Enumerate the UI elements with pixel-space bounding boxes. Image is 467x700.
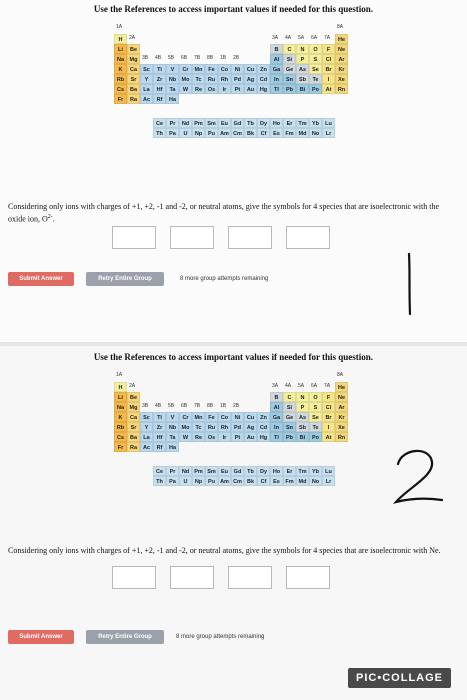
element-yb[interactable]: Yb <box>309 466 322 476</box>
element-cs[interactable]: Cs <box>114 432 127 442</box>
element-ha[interactable]: Ha <box>166 442 179 452</box>
element-co[interactable]: Co <box>218 412 231 422</box>
element-ra[interactable]: Ra <box>127 94 140 104</box>
element-os[interactable]: Os <box>205 432 218 442</box>
element-mn[interactable]: Mn <box>192 412 205 422</box>
group-label: 7A <box>324 35 331 41</box>
group-label: 3B <box>142 55 149 61</box>
element-k[interactable]: K <box>114 64 127 74</box>
element-sc[interactable]: Sc <box>140 64 153 74</box>
element-ne[interactable]: Ne <box>335 392 348 402</box>
references-header: Use the References to access important values if needed for this question. <box>93 352 374 362</box>
element-fe[interactable]: Fe <box>205 412 218 422</box>
element-cd[interactable]: Cd <box>257 74 270 84</box>
group-label: 2A <box>129 35 136 41</box>
element-at[interactable]: At <box>322 84 335 94</box>
group-label: 4B <box>155 55 162 61</box>
element-ge[interactable]: Ge <box>283 64 296 74</box>
element-rn[interactable]: Rn <box>335 84 348 94</box>
element-sm[interactable]: Sm <box>205 118 218 128</box>
element-v[interactable]: V <box>166 412 179 422</box>
element-cm[interactable]: Cm <box>231 128 244 138</box>
element-nd[interactable]: Nd <box>179 466 192 476</box>
element-pb[interactable]: Pb <box>283 432 296 442</box>
element-p[interactable]: P <box>296 402 309 412</box>
element-sb[interactable]: Sb <box>296 74 309 84</box>
element-i[interactable]: I <box>322 422 335 432</box>
element-w[interactable]: W <box>179 84 192 94</box>
group-label: 1B <box>220 55 227 61</box>
element-fe[interactable]: Fe <box>205 64 218 74</box>
element-c[interactable]: C <box>283 44 296 54</box>
element-ac[interactable]: Ac <box>140 442 153 452</box>
element-es[interactable]: Es <box>270 476 283 486</box>
pic-collage-watermark: PIC•COLLAGE <box>348 668 451 688</box>
element-bi[interactable]: Bi <box>296 432 309 442</box>
element-cu[interactable]: Cu <box>244 412 257 422</box>
element-ac[interactable]: Ac <box>140 94 153 104</box>
element-cl[interactable]: Cl <box>322 54 335 64</box>
element-rf[interactable]: Rf <box>153 442 166 452</box>
element-y[interactable]: Y <box>140 422 153 432</box>
element-au[interactable]: Au <box>244 432 257 442</box>
element-ar[interactable]: Ar <box>335 402 348 412</box>
element-k[interactable]: K <box>114 412 127 422</box>
element-li[interactable]: Li <box>114 44 127 54</box>
element-er[interactable]: Er <box>283 466 296 476</box>
element-nb[interactable]: Nb <box>166 422 179 432</box>
element-ru[interactable]: Ru <box>205 422 218 432</box>
element-ar[interactable]: Ar <box>335 54 348 64</box>
element-s[interactable]: S <box>309 54 322 64</box>
element-ga[interactable]: Ga <box>270 412 283 422</box>
element-ag[interactable]: Ag <box>244 74 257 84</box>
group-label: 8A <box>337 372 344 378</box>
element-cu[interactable]: Cu <box>244 64 257 74</box>
element-ra[interactable]: Ra <box>127 442 140 452</box>
answer-input-3[interactable] <box>228 226 272 249</box>
element-rn[interactable]: Rn <box>335 432 348 442</box>
answer-input-4[interactable] <box>286 226 330 249</box>
element-ti[interactable]: Ti <box>153 412 166 422</box>
element-cm[interactable]: Cm <box>231 476 244 486</box>
element-md[interactable]: Md <box>296 128 309 138</box>
attempts-remaining: 8 more group attempts remaining <box>176 634 265 640</box>
element-se[interactable]: Se <box>309 64 322 74</box>
element-pr[interactable]: Pr <box>166 466 179 476</box>
element-he[interactable]: He <box>335 382 348 392</box>
element-te[interactable]: Te <box>309 422 322 432</box>
element-ru[interactable]: Ru <box>205 74 218 84</box>
element-pd[interactable]: Pd <box>231 422 244 432</box>
element-th[interactable]: Th <box>153 476 166 486</box>
element-rf[interactable]: Rf <box>153 94 166 104</box>
element-tm[interactable]: Tm <box>296 118 309 128</box>
element-co[interactable]: Co <box>218 64 231 74</box>
element-ag[interactable]: Ag <box>244 422 257 432</box>
element-os[interactable]: Os <box>205 84 218 94</box>
group-label: 2A <box>129 383 136 389</box>
element-hf[interactable]: Hf <box>153 84 166 94</box>
element-nd[interactable]: Nd <box>179 118 192 128</box>
element-rh[interactable]: Rh <box>218 74 231 84</box>
question-sup: 2- <box>47 214 53 220</box>
element-sr[interactable]: Sr <box>127 422 140 432</box>
element-v[interactable]: V <box>166 64 179 74</box>
element-re[interactable]: Re <box>192 432 205 442</box>
group-label: 1A <box>116 372 123 378</box>
answer-input-3[interactable] <box>228 566 272 589</box>
element-c[interactable]: C <box>283 392 296 402</box>
element-in[interactable]: In <box>270 422 283 432</box>
element-ne[interactable]: Ne <box>335 44 348 54</box>
group-label: 6B <box>181 403 188 409</box>
element-u[interactable]: U <box>179 476 192 486</box>
element-ce[interactable]: Ce <box>153 118 166 128</box>
element-bk[interactable]: Bk <box>244 476 257 486</box>
group-label: 4A <box>285 383 292 389</box>
element-mn[interactable]: Mn <box>192 64 205 74</box>
group-label: 1A <box>116 24 123 30</box>
element-hg[interactable]: Hg <box>257 84 270 94</box>
element-cr[interactable]: Cr <box>179 64 192 74</box>
element-br[interactable]: Br <box>322 64 335 74</box>
element-w[interactable]: W <box>179 432 192 442</box>
element-u[interactable]: U <box>179 128 192 138</box>
element-ge[interactable]: Ge <box>283 412 296 422</box>
element-se[interactable]: Se <box>309 412 322 422</box>
element-hf[interactable]: Hf <box>153 432 166 442</box>
element-re[interactable]: Re <box>192 84 205 94</box>
element-kr[interactable]: Kr <box>335 412 348 422</box>
element-br[interactable]: Br <box>322 412 335 422</box>
element-np[interactable]: Np <box>192 476 205 486</box>
element-mo[interactable]: Mo <box>179 422 192 432</box>
element-xe[interactable]: Xe <box>335 422 348 432</box>
element-ba[interactable]: Ba <box>127 432 140 442</box>
answer-input-2[interactable] <box>170 226 214 249</box>
element-li[interactable]: Li <box>114 392 127 402</box>
element-b[interactable]: B <box>270 392 283 402</box>
element-zn[interactable]: Zn <box>257 412 270 422</box>
periodic-table[interactable] <box>112 370 352 540</box>
element-p[interactable]: P <box>296 54 309 64</box>
element-zr[interactable]: Zr <box>153 74 166 84</box>
element-la[interactable]: La <box>140 432 153 442</box>
element-te[interactable]: Te <box>309 74 322 84</box>
element-fr[interactable]: Fr <box>114 94 127 104</box>
group-label: 3B <box>142 403 149 409</box>
retry-group-button[interactable]: Retry Entire Group <box>86 630 164 644</box>
element-eu[interactable]: Eu <box>218 466 231 476</box>
element-er[interactable]: Er <box>283 118 296 128</box>
handwritten-one-mark <box>395 250 425 320</box>
element-ga[interactable]: Ga <box>270 64 283 74</box>
element-pd[interactable]: Pd <box>231 74 244 84</box>
element-ho[interactable]: Ho <box>270 466 283 476</box>
element-cs[interactable]: Cs <box>114 84 127 94</box>
element-dy[interactable]: Dy <box>257 466 270 476</box>
group-label: 8B <box>207 403 214 409</box>
element-dy[interactable]: Dy <box>257 118 270 128</box>
answer-input-2[interactable] <box>170 566 214 589</box>
element-zr[interactable]: Zr <box>153 422 166 432</box>
element-ho[interactable]: Ho <box>270 118 283 128</box>
element-pt[interactable]: Pt <box>231 432 244 442</box>
element-sb[interactable]: Sb <box>296 422 309 432</box>
group-label: 7B <box>194 55 201 61</box>
element-mo[interactable]: Mo <box>179 74 192 84</box>
element-na[interactable]: Na <box>114 402 127 412</box>
element-no[interactable]: No <box>309 128 322 138</box>
group-label: 5A <box>298 35 305 41</box>
element-mg[interactable]: Mg <box>127 402 140 412</box>
group-label: 8B <box>207 55 214 61</box>
question-panel-2 <box>0 346 467 700</box>
element-be[interactable]: Be <box>127 392 140 402</box>
element-rb[interactable]: Rb <box>114 422 127 432</box>
element-es[interactable]: Es <box>270 128 283 138</box>
element-sr[interactable]: Sr <box>127 74 140 84</box>
answer-input-1[interactable] <box>112 566 156 589</box>
element-gd[interactable]: Gd <box>231 118 244 128</box>
element-pm[interactable]: Pm <box>192 118 205 128</box>
element-sn[interactable]: Sn <box>283 422 296 432</box>
group-label: 2B <box>233 403 240 409</box>
group-label: 1B <box>220 403 227 409</box>
question-suffix: . <box>52 214 55 224</box>
element-al[interactable]: Al <box>270 402 283 412</box>
element-am[interactable]: Am <box>218 476 231 486</box>
element-h[interactable]: H <box>114 34 127 44</box>
element-no[interactable]: No <box>309 476 322 486</box>
group-label: 5A <box>298 383 305 389</box>
element-pb[interactable]: Pb <box>283 84 296 94</box>
element-zn[interactable]: Zn <box>257 64 270 74</box>
periodic-table[interactable] <box>112 22 352 192</box>
element-as[interactable]: As <box>296 412 309 422</box>
element-in[interactable]: In <box>270 74 283 84</box>
element-cf[interactable]: Cf <box>257 476 270 486</box>
element-pr[interactable]: Pr <box>166 118 179 128</box>
element-be[interactable]: Be <box>127 44 140 54</box>
group-label: 7A <box>324 383 331 389</box>
element-b[interactable]: B <box>270 44 283 54</box>
element-sn[interactable]: Sn <box>283 74 296 84</box>
element-cl[interactable]: Cl <box>322 402 335 412</box>
element-as[interactable]: As <box>296 64 309 74</box>
group-label: 3A <box>272 383 279 389</box>
element-am[interactable]: Am <box>218 128 231 138</box>
element-th[interactable]: Th <box>153 128 166 138</box>
question-prefix: Considering only ions with charges of +1, +2, -1 and -2, or neutral atoms, give the symbols for 4 species that are isoelectronic with Ne. <box>8 546 441 555</box>
element-cf[interactable]: Cf <box>257 128 270 138</box>
element-fm[interactable]: Fm <box>283 476 296 486</box>
element-pa[interactable]: Pa <box>166 128 179 138</box>
element-h[interactable]: H <box>114 382 127 392</box>
answer-input-4[interactable] <box>286 566 330 589</box>
element-cr[interactable]: Cr <box>179 412 192 422</box>
element-bi[interactable]: Bi <box>296 84 309 94</box>
answer-input-1[interactable] <box>112 226 156 249</box>
group-label: 3A <box>272 35 279 41</box>
element-ni[interactable]: Ni <box>231 412 244 422</box>
element-hg[interactable]: Hg <box>257 432 270 442</box>
element-ti[interactable]: Ti <box>153 64 166 74</box>
element-ca[interactable]: Ca <box>127 64 140 74</box>
element-md[interactable]: Md <box>296 476 309 486</box>
element-na[interactable]: Na <box>114 54 127 64</box>
submit-answer-button[interactable]: Submit Answer <box>8 630 74 644</box>
element-ca[interactable]: Ca <box>127 412 140 422</box>
question-text <box>8 546 458 556</box>
element-bk[interactable]: Bk <box>244 128 257 138</box>
element-pt[interactable]: Pt <box>231 84 244 94</box>
element-po[interactable]: Po <box>309 432 322 442</box>
element-o[interactable]: O <box>309 44 322 54</box>
handwritten-two-mark <box>388 442 448 512</box>
submit-answer-button[interactable]: Submit Answer <box>8 272 74 286</box>
element-ha[interactable]: Ha <box>166 94 179 104</box>
group-label: 8A <box>337 24 344 30</box>
element-tc[interactable]: Tc <box>192 422 205 432</box>
element-cd[interactable]: Cd <box>257 422 270 432</box>
element-ta[interactable]: Ta <box>166 432 179 442</box>
element-xe[interactable]: Xe <box>335 74 348 84</box>
element-rb[interactable]: Rb <box>114 74 127 84</box>
element-gd[interactable]: Gd <box>231 466 244 476</box>
element-si[interactable]: Si <box>283 402 296 412</box>
element-pa[interactable]: Pa <box>166 476 179 486</box>
group-label: 5B <box>168 55 175 61</box>
element-tc[interactable]: Tc <box>192 74 205 84</box>
group-label: 4B <box>155 403 162 409</box>
element-ir[interactable]: Ir <box>218 84 231 94</box>
element-au[interactable]: Au <box>244 84 257 94</box>
element-nb[interactable]: Nb <box>166 74 179 84</box>
element-f[interactable]: F <box>322 44 335 54</box>
element-y[interactable]: Y <box>140 74 153 84</box>
group-label: 6B <box>181 55 188 61</box>
element-ta[interactable]: Ta <box>166 84 179 94</box>
group-label: 5B <box>168 403 175 409</box>
element-tl[interactable]: Tl <box>270 84 283 94</box>
element-lu[interactable]: Lu <box>322 118 335 128</box>
element-la[interactable]: La <box>140 84 153 94</box>
element-tb[interactable]: Tb <box>244 118 257 128</box>
question-panel-1 <box>0 0 467 342</box>
element-s[interactable]: S <box>309 402 322 412</box>
retry-group-button[interactable]: Retry Entire Group <box>86 272 164 286</box>
group-label: 6A <box>311 383 318 389</box>
element-yb[interactable]: Yb <box>309 118 322 128</box>
element-he[interactable]: He <box>335 34 348 44</box>
element-lr[interactable]: Lr <box>322 476 335 486</box>
element-ba[interactable]: Ba <box>127 84 140 94</box>
element-f[interactable]: F <box>322 392 335 402</box>
group-label: 6A <box>311 35 318 41</box>
references-header: Use the References to access important values if needed for this question. <box>93 4 374 14</box>
element-lr[interactable]: Lr <box>322 128 335 138</box>
element-pm[interactable]: Pm <box>192 466 205 476</box>
element-ce[interactable]: Ce <box>153 466 166 476</box>
question-prefix: Considering only ions with charges of +1, +2, -1 and -2, or neutral atoms, give the symbols for 4 species that are isoelectronic with the oxide ion, O <box>8 202 440 224</box>
group-label: 4A <box>285 35 292 41</box>
element-np[interactable]: Np <box>192 128 205 138</box>
element-ni[interactable]: Ni <box>231 64 244 74</box>
element-mg[interactable]: Mg <box>127 54 140 64</box>
element-po[interactable]: Po <box>309 84 322 94</box>
element-kr[interactable]: Kr <box>335 64 348 74</box>
element-eu[interactable]: Eu <box>218 118 231 128</box>
element-at[interactable]: At <box>322 432 335 442</box>
element-n[interactable]: N <box>296 44 309 54</box>
element-sc[interactable]: Sc <box>140 412 153 422</box>
element-o[interactable]: O <box>309 392 322 402</box>
element-sm[interactable]: Sm <box>205 466 218 476</box>
group-label: 2B <box>233 55 240 61</box>
element-tm[interactable]: Tm <box>296 466 309 476</box>
element-fr[interactable]: Fr <box>114 442 127 452</box>
element-tb[interactable]: Tb <box>244 466 257 476</box>
element-fm[interactable]: Fm <box>283 128 296 138</box>
element-pu[interactable]: Pu <box>205 128 218 138</box>
element-pu[interactable]: Pu <box>205 476 218 486</box>
element-i[interactable]: I <box>322 74 335 84</box>
element-lu[interactable]: Lu <box>322 466 335 476</box>
element-ir[interactable]: Ir <box>218 432 231 442</box>
question-text <box>8 202 458 225</box>
element-rh[interactable]: Rh <box>218 422 231 432</box>
element-tl[interactable]: Tl <box>270 432 283 442</box>
element-si[interactable]: Si <box>283 54 296 64</box>
element-n[interactable]: N <box>296 392 309 402</box>
element-al[interactable]: Al <box>270 54 283 64</box>
group-label: 7B <box>194 403 201 409</box>
attempts-remaining: 8 more group attempts remaining <box>180 276 269 282</box>
